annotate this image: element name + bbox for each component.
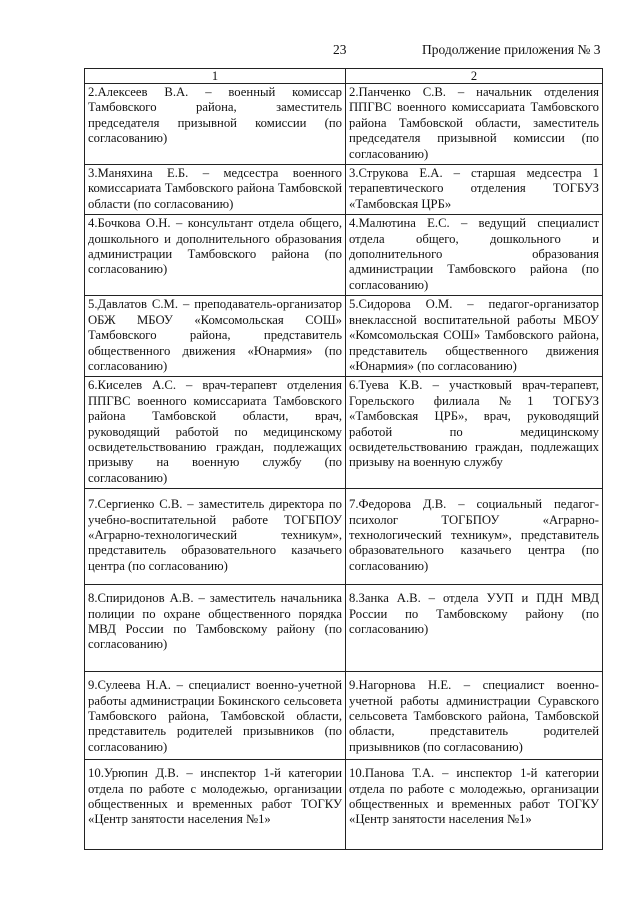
table-cell: 10.Панова Т.А. – инспектор 1-й категории отдела по работе с молодежью, организации общественных и временных работ ТОГКУ «Центр занятости населения №1» (346, 760, 603, 850)
table-cell: 6.Киселев А.С. – врач-терапевт отделения ППГВС военного комиссариата Тамбовского района Тамбовской области, врач, руководящий работой по медицинскому освидетельствованию граждан, подлежащих призыву на военную службу (по согласованию) (85, 377, 346, 489)
table-cell: 9.Нагорнова Н.Е. – специалист военно-учетной работы администрации Суравского сельсовета Тамбовского района, Тамбовской области, представитель родителей призывников (по согласованию) (346, 672, 603, 760)
table-row (85, 296, 603, 377)
table-cell: 7.Федорова Д.В. – социальный педагог-психолог ТОГБПОУ «Аграрно-технологический техникум», представитель образовательного казачьего центра (по согласованию) (346, 489, 603, 585)
table-row (85, 215, 603, 296)
table-row (85, 672, 603, 760)
table-row (85, 489, 603, 585)
table-cell: 4.Малютина Е.С. – ведущий специалист отдела общего, дошкольного и дополнительного образования администрации Тамбовского района (по согласованию) (346, 215, 603, 296)
table-cell: 8.Занка А.В. – отдела УУП и ПДН МВД России по Тамбовскому району (по согласованию) (346, 585, 603, 672)
table-cell: 9.Сулеева Н.А. – специалист военно-учетной работы администрации Бокинского сельсовета Тамбовского района, Тамбовской области, представитель родителей призывников (по согласованию) (85, 672, 346, 760)
table-row (85, 377, 603, 489)
table-cell: 3.Маняхина Е.Б. – медсестра военного комиссариата Тамбовского района Тамбовской области (по согласованию) (85, 165, 346, 215)
table-cell: 6.Туева К.В. – участковый врач-терапевт, Горельского филиала №1 ТОГБУЗ «Тамбовская ЦРБ», врач, руководящий работой по медицинскому освидетельствованию граждан, подлежащих призыву на военную службу (346, 377, 603, 489)
table-cell: 8.Спиридонов А.В. – заместитель начальника полиции по охране общественного порядка МВД России по Тамбовскому району (по согласованию) (85, 585, 346, 672)
table-cell: 2.Алексеев В.А. – военный комиссар Тамбовского района, заместитель председателя призывной комиссии (по согласованию) (85, 84, 346, 165)
table-header-row (85, 69, 603, 84)
table-row (85, 760, 603, 850)
commission-members-table (84, 68, 603, 850)
table-cell: 3.Струкова Е.А. – старшая медсестра 1 терапевтического отделения ТОГБУЗ «Тамбовская ЦРБ» (346, 165, 603, 215)
table-cell: 7.Сергиенко С.В. – заместитель директора по учебно-воспитательной работе ТОГБПОУ «Аграрно-технологический техникум», представитель образовательного казачьего центра (по согласованию) (85, 489, 346, 585)
table-cell: 10.Урюпин Д.В. – инспектор 1-й категории отдела по работе с молодежью, организации общественных и временных работ ТОГКУ «Центр занятости населения №1» (85, 760, 346, 850)
table-row (85, 84, 603, 165)
appendix-continuation-label: Продолжение приложения № 3 (422, 42, 601, 57)
column-header: 2 (346, 69, 603, 84)
table-cell: 5.Давлатов С.М. – преподаватель-организатор ОБЖ МБОУ «Комсомольская СОШ» Тамбовского района, представитель общественного движения «Юнармия» (по согласованию) (85, 296, 346, 377)
column-header: 1 (85, 69, 346, 84)
table-cell: 2.Панченко С.В. – начальник отделения ППГВС военного комиссариата Тамбовского района Тамбовской области, заместитель председателя призывной комиссии (по согласованию) (346, 84, 603, 165)
table-row (85, 165, 603, 215)
page-number: 23 (333, 42, 347, 57)
table-cell: 5.Сидорова О.М. – педагог-организатор внеклассной воспитательной работы МБОУ «Комсомольская СОШ» Тамбовского района, представитель общественного движения «Юнармия» (по согласованию) (346, 296, 603, 377)
table-cell: 4.Бочкова О.Н. – консультант отдела общего, дошкольного и дополнительного образования администрации Тамбовского района (по согласованию) (85, 215, 346, 296)
table-row (85, 585, 603, 672)
